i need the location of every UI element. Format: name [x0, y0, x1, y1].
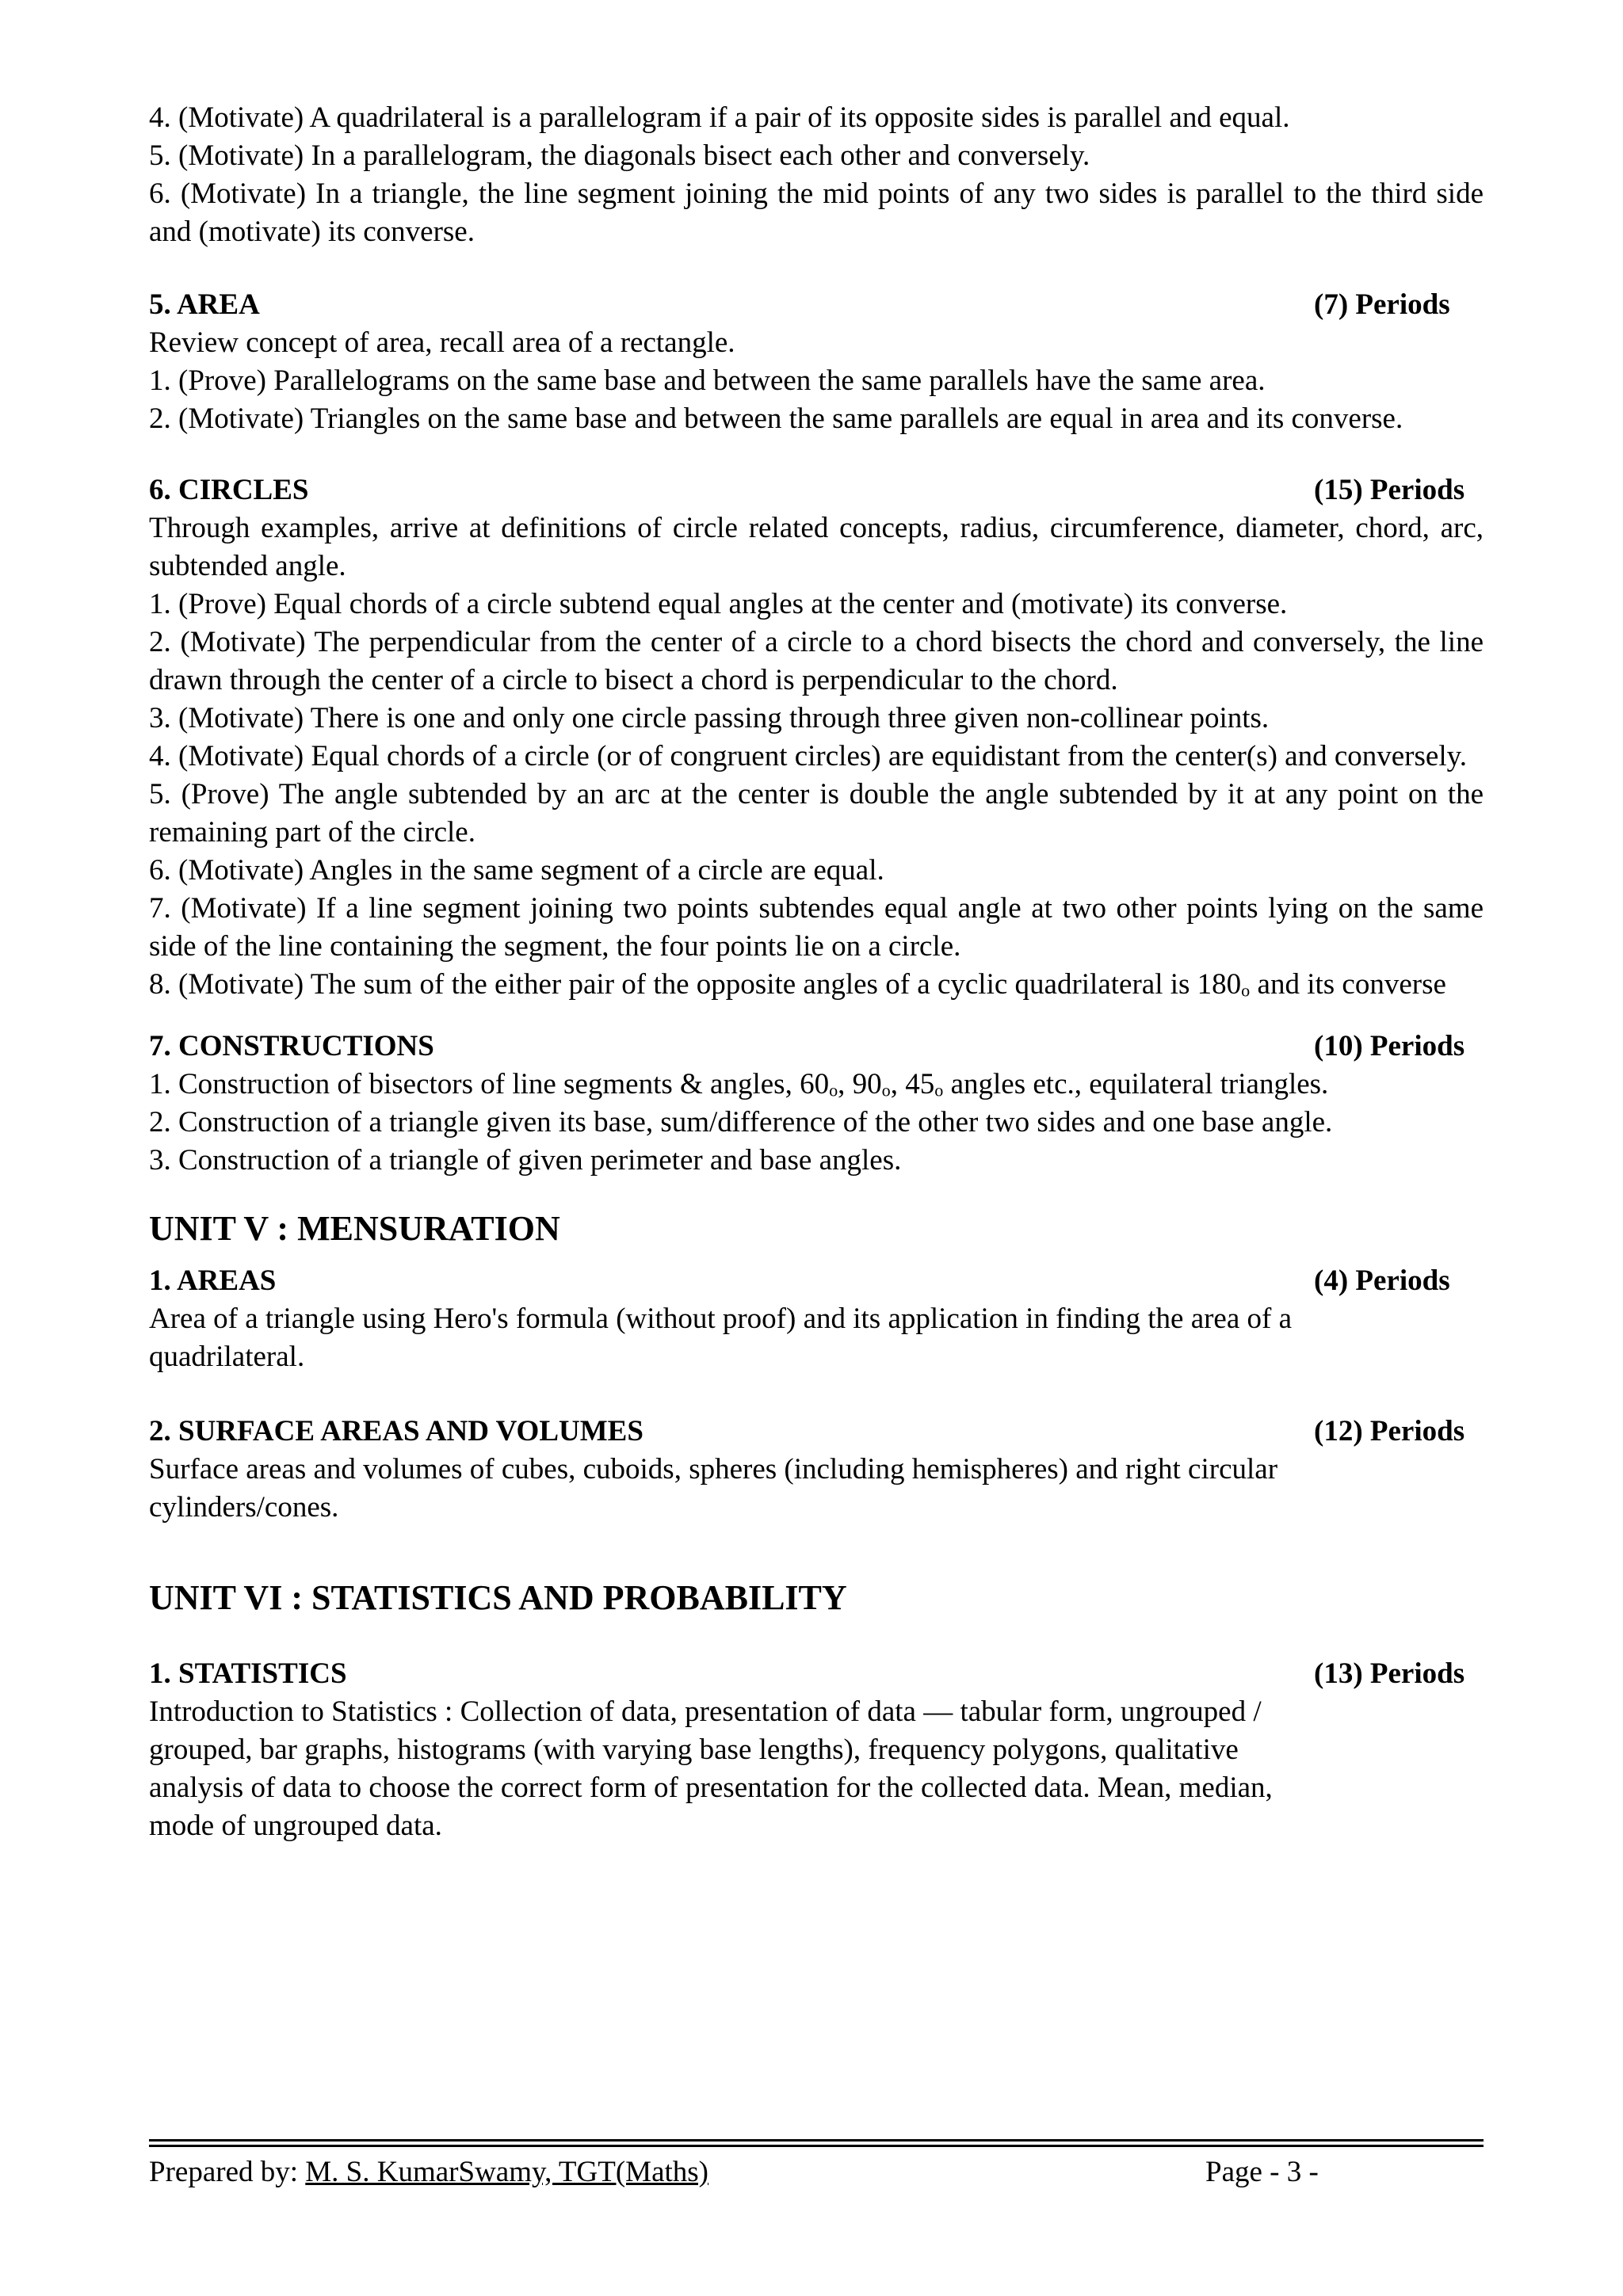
unit-5-title: UNIT V : MENSURATION [149, 1209, 560, 1248]
statistics-line-1: Introduction to Statistics : Collection of data, presentation of data — tabular form, ungrouped / [149, 1695, 1262, 1728]
section-areas-heading [149, 1262, 1484, 1300]
surface-line-1: Surface areas and volumes of cubes, cuboids, spheres (including hemispheres) and right circular [149, 1453, 1278, 1486]
circles-item-8-text: 8. (Motivate) The sum of the either pair of the opposite angles of a cyclic quadrilateral is 180 [149, 968, 1242, 1001]
section-statistics-heading [149, 1655, 1484, 1693]
section-surface-title: 2. SURFACE AREAS AND VOLUMES [149, 1415, 643, 1447]
circles-item-intro: Through examples, arrive at definitions of circle related concepts, radius, circumference, diameter, chord, arc, subtended angle. [149, 512, 1484, 582]
section-statistics-periods: (13) Periods [1314, 1657, 1465, 1690]
circles-item-1: 1. (Prove) Equal chords of a circle subtend equal angles at the center and (motivate) its converse. [149, 588, 1288, 620]
circles-item-4: 4. (Motivate) Equal chords of a circle (or of congruent circles) are equidistant from the center(s) and conversely. [149, 740, 1467, 772]
footer-author: M. S. KumarSwamy, TGT(Maths) [305, 2156, 708, 2188]
surface-line-2: cylinders/cones. [149, 1491, 339, 1524]
statistics-line-4: mode of ungrouped data. [149, 1810, 442, 1842]
degree-mark: o [881, 1080, 891, 1100]
section-statistics-title: 1. STATISTICS [149, 1657, 347, 1690]
constructions-item-2: 2. Construction of a triangle given its base, sum/difference of the other two sides and one base angle. [149, 1106, 1333, 1138]
constructions-item-1 [149, 1066, 1484, 1104]
area-item-1: 1. (Prove) Parallelograms on the same base and between the same parallels have the same area. [149, 364, 1266, 397]
section-constructions-periods: (10) Periods [1314, 1030, 1465, 1062]
page-number: Page - 3 - [1205, 2156, 1319, 2188]
area-item-review: Review concept of area, recall area of a rectangle. [149, 326, 735, 359]
circles-item-2: 2. (Motivate) The perpendicular from the center of a circle to a chord bisects the chord and conversely, the line drawn through the center of a circle to bisect a chord is perpendicular to the chord. [149, 626, 1484, 696]
degree-mark: o [934, 1080, 944, 1100]
section-surface-periods: (12) Periods [1314, 1415, 1465, 1447]
statistics-line-2: grouped, bar graphs, histograms (with varying base lengths), frequency polygons, qualitative [149, 1733, 1239, 1766]
section-circles-periods: (15) Periods [1314, 474, 1465, 506]
section-circles [149, 471, 1484, 1004]
section-surface-heading [149, 1413, 1484, 1451]
intro-item-5: 5. (Motivate) In a parallelogram, the diagonals bisect each other and conversely. [149, 139, 1090, 172]
unit-6-title: UNIT VI : STATISTICS AND PROBABILITY [149, 1578, 847, 1617]
area-item-2: 2. (Motivate) Triangles on the same base and between the same parallels are equal in area and its converse. [149, 402, 1403, 435]
section-area [149, 286, 1484, 438]
areas-line-1: Area of a triangle using Hero's formula (without proof) and its application in finding the area of a [149, 1302, 1293, 1335]
circles-item-6: 6. (Motivate) Angles in the same segment of a circle are equal. [149, 854, 884, 887]
constructions-item-1-part-b: , 90 [838, 1068, 882, 1100]
footer-divider [149, 2139, 1484, 2147]
circles-item-8 [149, 966, 1484, 1004]
section-surface-areas [149, 1413, 1484, 1527]
degree-mark: o [1241, 980, 1251, 1001]
section-area-periods: (7) Periods [1314, 288, 1450, 321]
section-constructions-heading [149, 1028, 1484, 1066]
circles-item-7: 7. (Motivate) If a line segment joining two points subtendes equal angle at two other points lying on the same side of the line containing the segment, the four points lie on a circle. [149, 892, 1484, 963]
section-statistics [149, 1655, 1484, 1845]
section-constructions [149, 1028, 1484, 1180]
section-areas-periods: (4) Periods [1314, 1264, 1450, 1297]
areas-line-2: quadrilateral. [149, 1341, 305, 1373]
circles-item-3: 3. (Motivate) There is one and only one circle passing through three given non-collinear points. [149, 702, 1270, 734]
footer [149, 2153, 1484, 2191]
section-areas-title: 1. AREAS [149, 1264, 277, 1297]
degree-mark: o [829, 1080, 838, 1100]
section-constructions-title: 7. CONSTRUCTIONS [149, 1030, 434, 1062]
intro-item-6: 6. (Motivate) In a triangle, the line segment joining the mid points of any two sides is parallel to the third side and (motivate) its converse. [149, 177, 1484, 248]
section-circles-heading [149, 471, 1484, 509]
intro-list [149, 99, 1484, 251]
intro-item-4: 4. (Motivate) A quadrilateral is a parallelogram if a pair of its opposite sides is parallel and equal. [149, 101, 1290, 134]
section-area-heading [149, 286, 1484, 324]
circles-item-8-tail: and its converse [1250, 968, 1446, 1001]
constructions-item-1-part-c: , 45 [890, 1068, 935, 1100]
footer-prefix: Prepared by: [149, 2156, 306, 2188]
constructions-item-3: 3. Construction of a triangle of given perimeter and base angles. [149, 1144, 902, 1177]
document-page [149, 99, 1484, 1845]
section-circles-title: 6. CIRCLES [149, 474, 309, 506]
circles-item-5: 5. (Prove) The angle subtended by an arc at the center is double the angle subtended by it at any point on the remaining part of the circle. [149, 778, 1484, 849]
constructions-item-1-part-d: angles etc., equilateral triangles. [943, 1068, 1329, 1100]
section-areas [149, 1262, 1484, 1376]
statistics-line-3: analysis of data to choose the correct form of presentation for the collected data. Mean, median, [149, 1772, 1273, 1804]
constructions-item-1-part-a: 1. Construction of bisectors of line segments & angles, 60 [149, 1068, 830, 1100]
section-area-title: 5. AREA [149, 288, 260, 321]
